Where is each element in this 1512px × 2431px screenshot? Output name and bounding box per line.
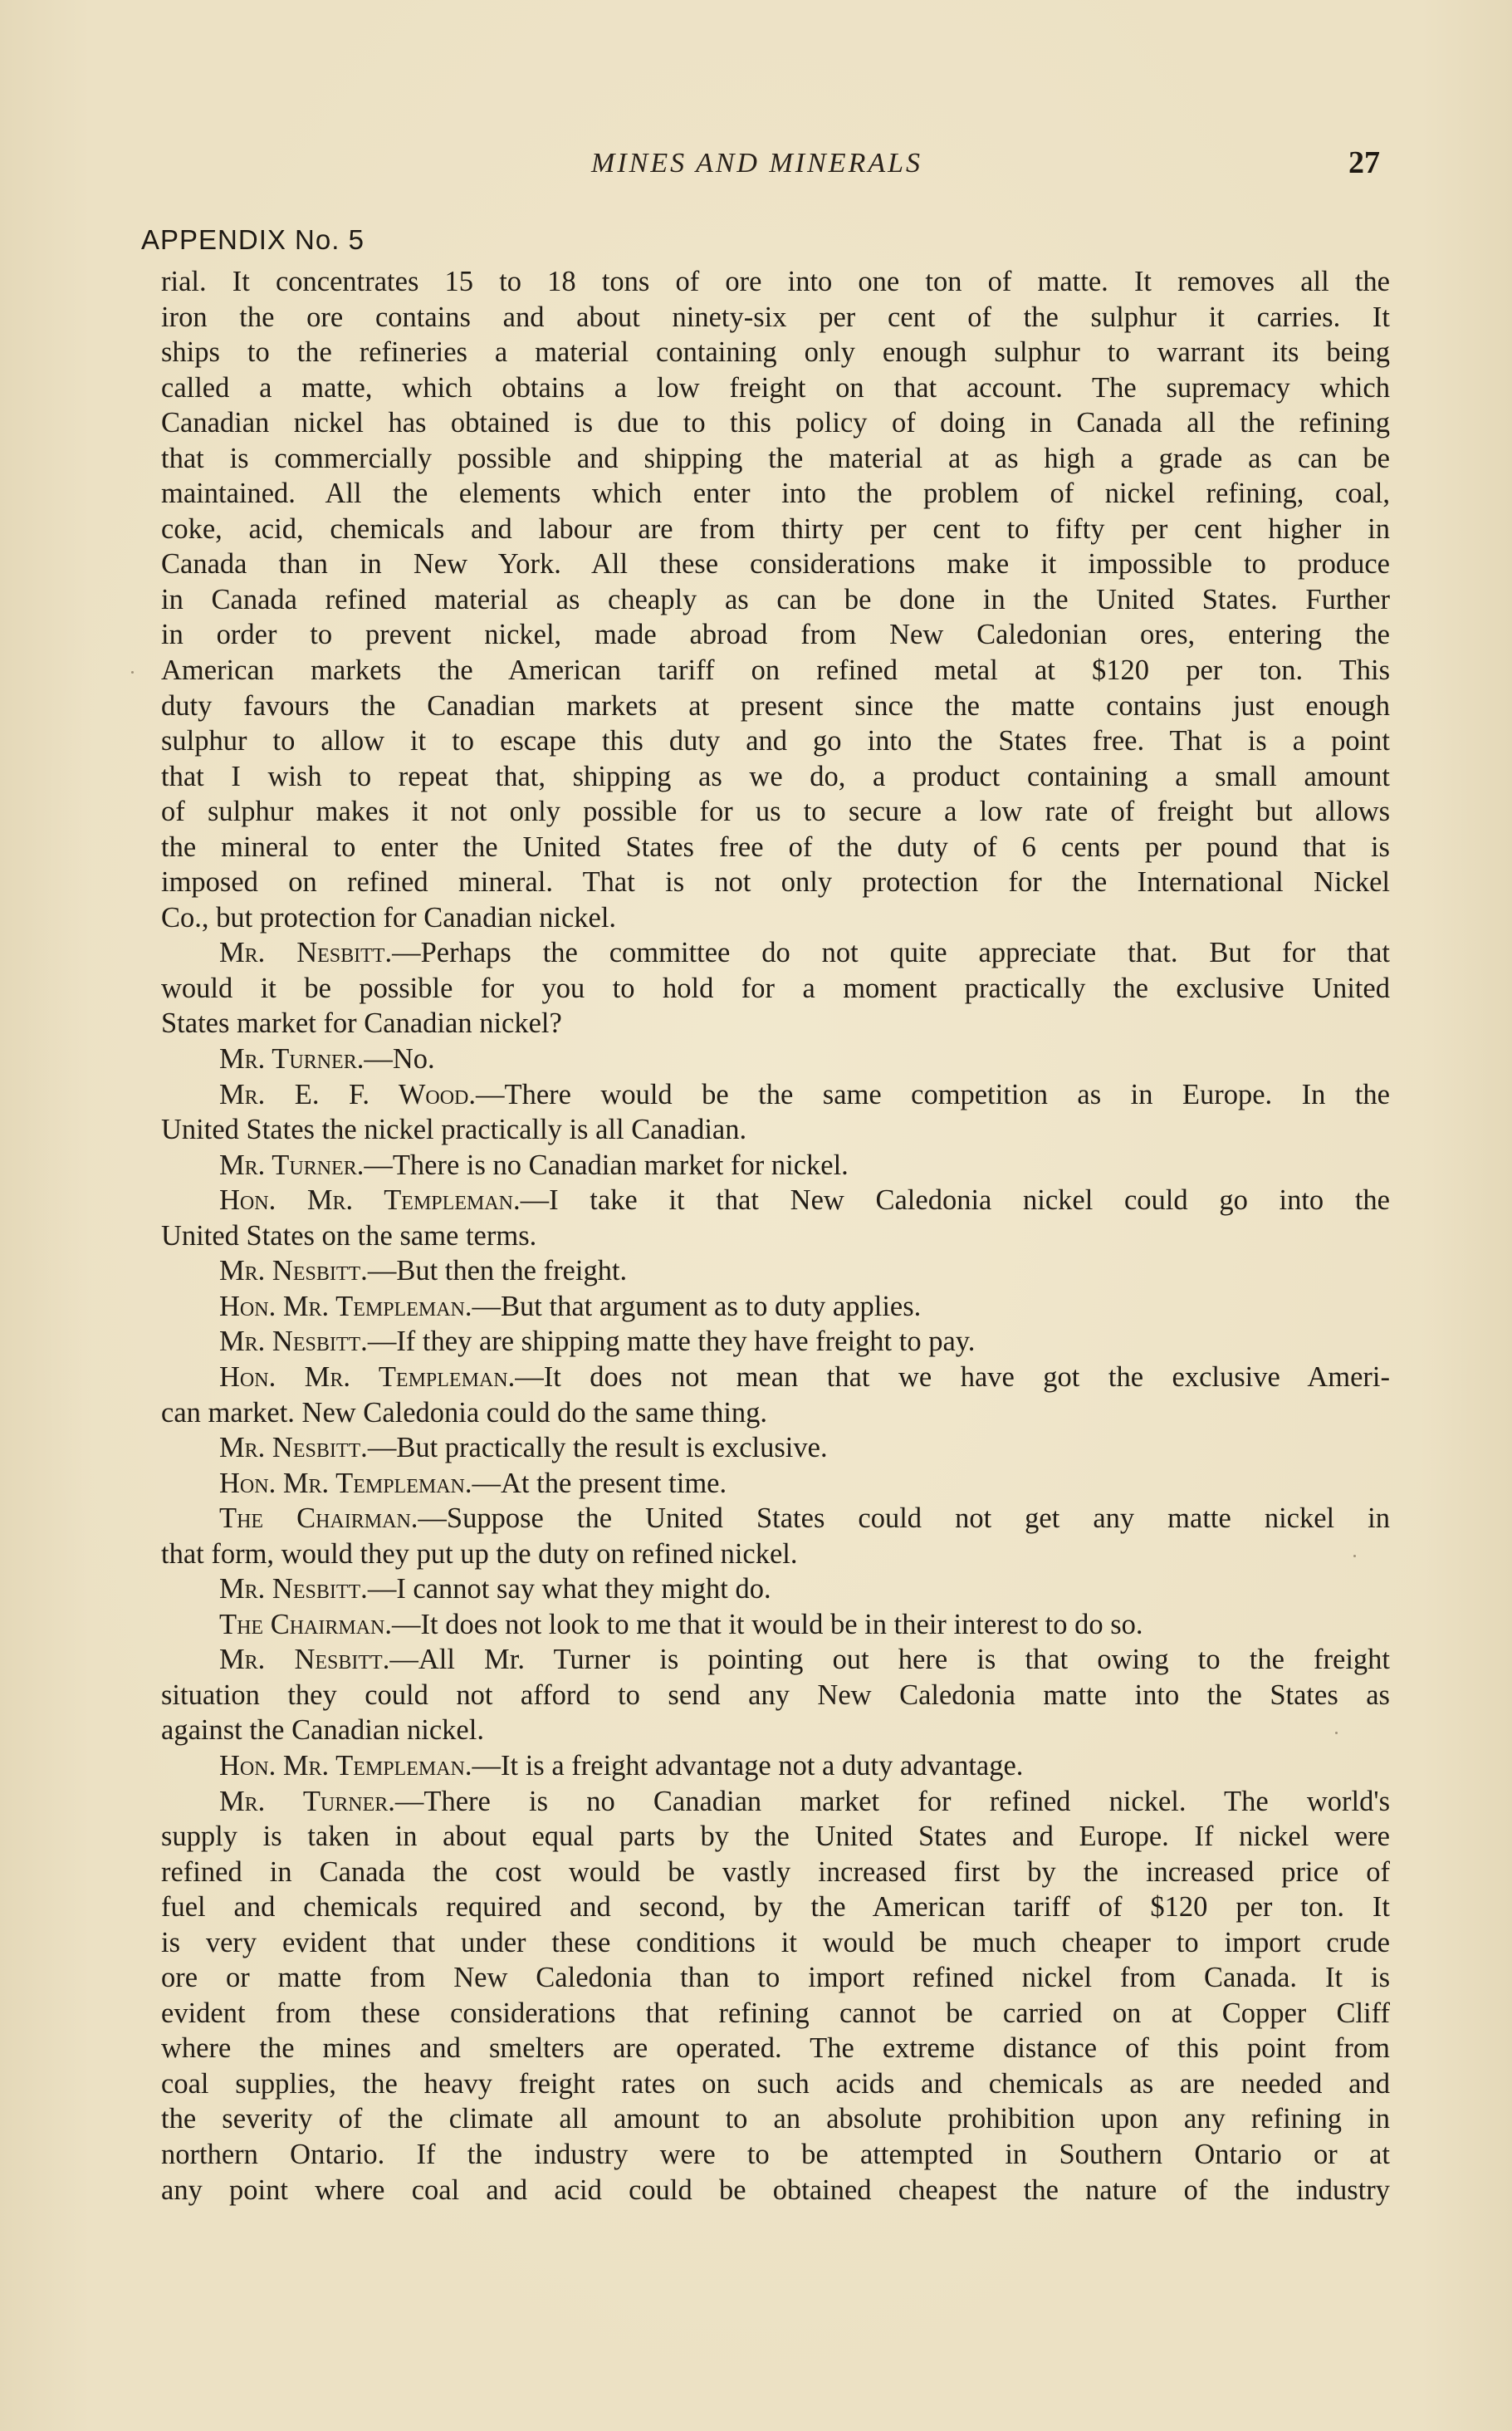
line-text: in Canada refined material as cheaply as can be done in the United States. Further xyxy=(161,583,1390,615)
print-speck xyxy=(131,671,134,674)
body-text xyxy=(161,264,1390,2208)
speaker-name: Mr. E. F. Wood. xyxy=(219,1078,477,1110)
print-speck xyxy=(1335,1732,1338,1734)
text-line xyxy=(161,2031,1390,2066)
speaker-name: Mr. Turner. xyxy=(219,1785,395,1817)
speaker-name: Mr. Nesbitt. xyxy=(219,937,393,969)
text-line xyxy=(161,1819,1390,1855)
speaker-name: The Chairman. xyxy=(219,1502,418,1535)
text-line xyxy=(161,759,1390,795)
speaker-name: Hon. Mr. Templeman. xyxy=(219,1467,472,1499)
running-title: MINES AND MINERALS xyxy=(591,148,923,179)
speaker-line xyxy=(161,1148,1390,1184)
text-line xyxy=(161,512,1390,547)
text-line xyxy=(161,300,1390,336)
text-line xyxy=(161,1678,1390,1713)
speaker-name: Hon. Mr. Templeman. xyxy=(219,1184,521,1217)
line-text: refined in Canada the cost would be vastly increased first by the increased price of xyxy=(161,1855,1390,1888)
text-line xyxy=(161,723,1390,759)
speaker-name: Mr. Turner. xyxy=(219,1149,365,1181)
text-line xyxy=(161,582,1390,618)
line-text: —Perhaps the committee do not quite appreciate that. But for that xyxy=(392,937,1390,969)
print-speck xyxy=(1353,1555,1356,1557)
speaker-line xyxy=(161,1642,1390,1678)
text-line xyxy=(161,1112,1390,1148)
text-line xyxy=(161,2173,1390,2208)
text-line xyxy=(161,1889,1390,1925)
speaker-line xyxy=(161,1324,1390,1360)
speaker-name: Mr. Nesbitt. xyxy=(219,1644,390,1676)
speaker-line xyxy=(161,1183,1390,1218)
line-text: United States the nickel practically is all Canadian. xyxy=(161,1114,747,1146)
speaker-line xyxy=(161,1077,1390,1113)
line-text: —If they are shipping matte they have freight to pay. xyxy=(367,1326,976,1358)
text-line xyxy=(161,1925,1390,1961)
text-line xyxy=(161,1855,1390,1890)
line-text: —I take it that New Caledonia nickel could go into the xyxy=(520,1184,1390,1217)
text-line xyxy=(161,1960,1390,1996)
speaker-line xyxy=(161,935,1390,971)
text-line xyxy=(161,1006,1390,1042)
speaker-line xyxy=(161,1289,1390,1325)
line-text: —Suppose the United States could not get any matte nickel in xyxy=(418,1502,1390,1535)
line-text: —There is no Canadian market for nickel. xyxy=(364,1149,849,1181)
line-text: duty favours the Canadian markets at present since the matte contains just enough xyxy=(161,689,1390,722)
line-text: —It does not mean that we have got the exclusive Ameri- xyxy=(515,1360,1390,1393)
speaker-name: Mr. Nesbitt. xyxy=(219,1432,368,1464)
line-text: —It is a freight advantage not a duty advantage. xyxy=(472,1749,1024,1782)
line-text: —But practically the result is exclusive. xyxy=(367,1432,828,1464)
speaker-name: Hon. Mr. Templeman. xyxy=(219,1290,472,1322)
line-text: Canada than in New York. All these considerations make it impossible to produce xyxy=(161,548,1390,581)
speaker-name: Hon. Mr. Templeman. xyxy=(219,1360,516,1393)
text-line xyxy=(161,476,1390,512)
speaker-line xyxy=(161,1042,1390,1077)
line-text: maintained. All the elements which enter into the problem of nickel refining, coal, xyxy=(161,478,1390,510)
line-text: sulphur to allow it to escape this duty and go into the States free. That is a point xyxy=(161,725,1390,757)
line-text: United States on the same terms. xyxy=(161,1219,537,1252)
line-text: —I cannot say what they might do. xyxy=(367,1573,771,1605)
line-text: American markets the American tariff on refined metal at $120 per ton. This xyxy=(161,654,1390,687)
speaker-line xyxy=(161,1360,1390,1395)
line-text: —No. xyxy=(364,1043,435,1076)
line-text: —All Mr. Turner is pointing out here is that owing to the freight xyxy=(389,1644,1390,1676)
speaker-name: Mr. Nesbitt. xyxy=(219,1255,368,1287)
line-text: iron the ore contains and about ninety-six per cent of the sulphur it carries. It xyxy=(161,301,1390,333)
text-line xyxy=(161,335,1390,370)
line-text: is very evident that under these conditions it would be much cheaper to import crude xyxy=(161,1926,1390,1958)
line-text: the severity of the climate all amount to an absolute prohibition upon any refining in xyxy=(161,2103,1390,2135)
text-line xyxy=(161,405,1390,441)
speaker-line xyxy=(161,1501,1390,1537)
speaker-name: Mr. Turner. xyxy=(219,1043,365,1076)
line-text: that is commercially possible and shipping the material at as high a grade as can be xyxy=(161,442,1390,474)
line-text: Canadian nickel has obtained is due to this policy of doing in Canada all the refining xyxy=(161,407,1390,439)
line-text: called a matte, which obtains a low freight on that account. The supremacy which xyxy=(161,371,1390,404)
text-line xyxy=(161,971,1390,1007)
speaker-line xyxy=(161,1466,1390,1502)
line-text: that I wish to repeat that, shipping as we do, a product containing a small amount xyxy=(161,760,1390,792)
line-text: —There is no Canadian market for refined nickel. The world's xyxy=(394,1785,1390,1817)
line-text: of sulphur makes it not only possible for us to secure a low rate of freight but allows xyxy=(161,796,1390,828)
speaker-line xyxy=(161,1430,1390,1466)
text-line xyxy=(161,900,1390,936)
line-text: against the Canadian nickel. xyxy=(161,1714,484,1747)
text-line xyxy=(161,264,1390,300)
line-text: fuel and chemicals required and second, by the American tariff of $120 per ton. It xyxy=(161,1891,1390,1924)
text-line xyxy=(161,1996,1390,2032)
speaker-name: The Chairman. xyxy=(219,1608,392,1640)
line-text: coal supplies, the heavy freight rates on such acids and chemicals as are needed and xyxy=(161,2067,1390,2100)
line-text: —It does not look to me that it would be in their interest to do so. xyxy=(392,1608,1143,1640)
text-line xyxy=(161,794,1390,830)
line-text: —But that argument as to duty applies. xyxy=(472,1290,922,1322)
page-number: 27 xyxy=(1348,145,1380,180)
speaker-line xyxy=(161,1748,1390,1784)
text-line xyxy=(161,2066,1390,2102)
line-text: —But then the freight. xyxy=(367,1255,628,1287)
text-line xyxy=(161,1713,1390,1748)
line-text: —At the present time. xyxy=(472,1467,727,1499)
appendix-label: APPENDIX No. 5 xyxy=(141,224,365,255)
line-text: coke, acid, chemicals and labour are from thirty per cent to fifty per cent higher in xyxy=(161,512,1390,545)
running-head xyxy=(0,145,1512,189)
line-text: supply is taken in about equal parts by the United States and Europe. If nickel were xyxy=(161,1821,1390,1853)
text-line xyxy=(161,1537,1390,1572)
line-text: rial. It concentrates 15 to 18 tons of ore into one ton of matte. It removes all the xyxy=(161,266,1390,297)
line-text: situation they could not afford to send any New Caledonia matte into the States as xyxy=(161,1679,1390,1711)
line-text: where the mines and smelters are operated. The extreme distance of this point from xyxy=(161,2032,1390,2065)
speaker-name: Mr. Nesbitt. xyxy=(219,1573,368,1605)
speaker-line xyxy=(161,1607,1390,1643)
line-text: can market. New Caledonia could do the same thing. xyxy=(161,1396,768,1429)
text-line xyxy=(161,2101,1390,2137)
speaker-line xyxy=(161,1253,1390,1289)
text-line xyxy=(161,653,1390,689)
line-text: imposed on refined mineral. That is not only protection for the International Nickel xyxy=(161,866,1390,899)
text-line xyxy=(161,370,1390,406)
line-text: that form, would they put up the duty on refined nickel. xyxy=(161,1537,798,1570)
line-text: ore or matte from New Caledonia than to import refined nickel from Canada. It is xyxy=(161,1962,1390,1994)
line-text: States market for Canadian nickel? xyxy=(161,1007,562,1040)
text-line xyxy=(161,441,1390,477)
text-line xyxy=(161,830,1390,865)
line-text: would it be possible for you to hold for a moment practically the exclusive United xyxy=(161,972,1390,1004)
line-text: the mineral to enter the United States free of the duty of 6 cents per pound that is xyxy=(161,831,1390,863)
line-text: —There would be the same competition as in Europe. In the xyxy=(476,1078,1390,1110)
line-text: ships to the refineries a material containing only enough sulphur to warrant its being xyxy=(161,336,1390,369)
line-text: Co., but protection for Canadian nickel. xyxy=(161,901,617,934)
speaker-line xyxy=(161,1571,1390,1607)
text-line xyxy=(161,1395,1390,1431)
text-line xyxy=(161,546,1390,582)
text-line xyxy=(161,865,1390,900)
line-text: evident from these considerations that refining cannot be carried on at Copper Cliff xyxy=(161,1997,1390,2029)
text-line xyxy=(161,1218,1390,1254)
line-text: in order to prevent nickel, made abroad from New Caledonian ores, entering the xyxy=(161,619,1390,651)
speaker-name: Hon. Mr. Templeman. xyxy=(219,1749,472,1782)
line-text: any point where coal and acid could be obtained cheapest the nature of the industry xyxy=(161,2174,1390,2206)
speaker-name: Mr. Nesbitt. xyxy=(219,1326,368,1358)
text-line xyxy=(161,617,1390,653)
text-line xyxy=(161,2137,1390,2173)
line-text: northern Ontario. If the industry were to be attempted in Southern Ontario or at xyxy=(161,2138,1390,2170)
speaker-line xyxy=(161,1784,1390,1820)
text-line xyxy=(161,689,1390,724)
